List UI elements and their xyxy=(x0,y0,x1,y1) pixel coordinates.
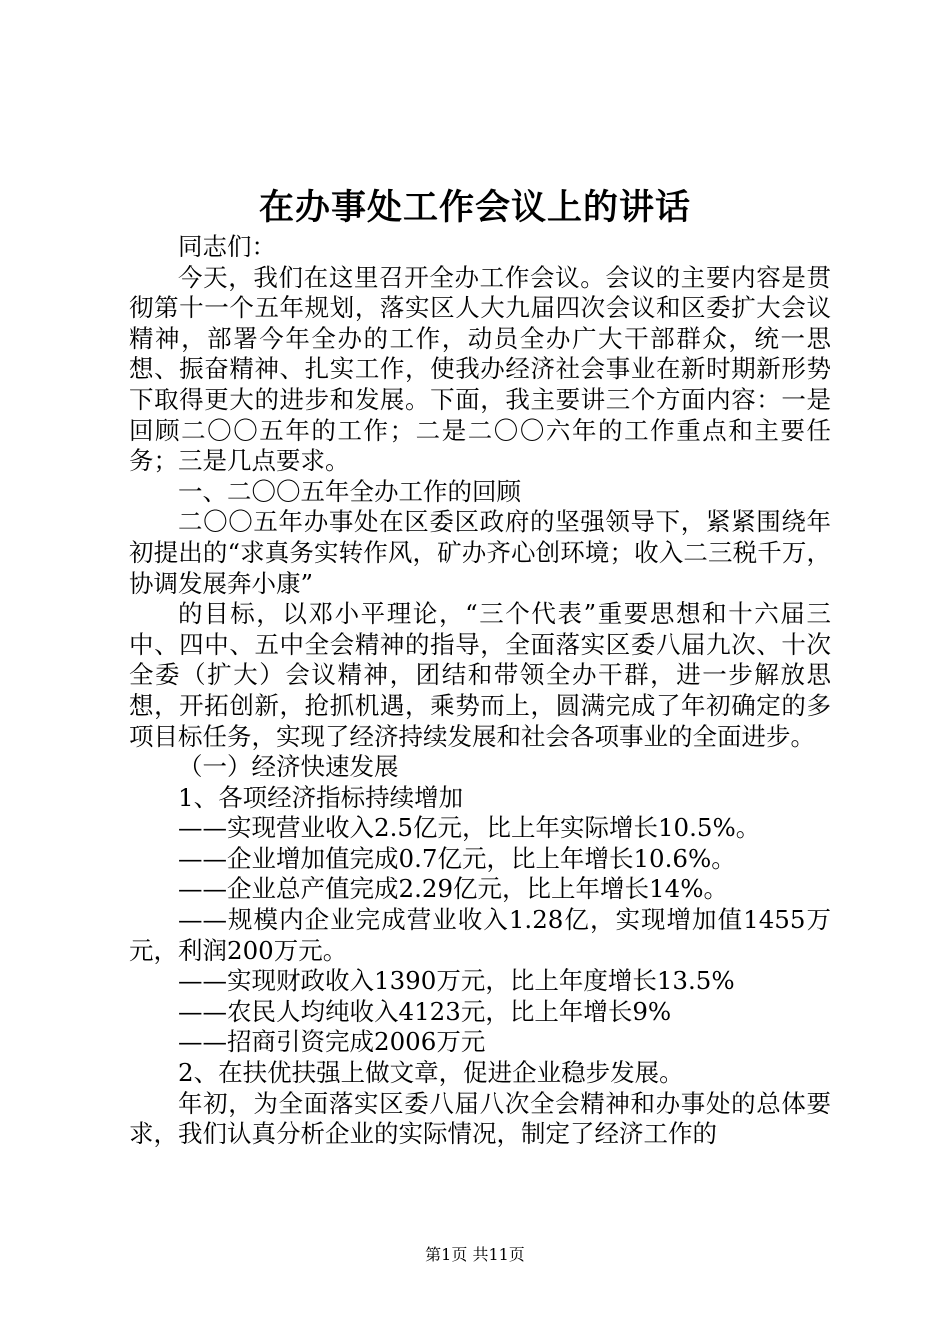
subsection-heading: （一）经济快速发展 xyxy=(178,752,399,782)
document-body xyxy=(129,232,831,1150)
paragraph: 年初，为全面落实区委八届八次全会精神和办事处的总体要求，我们认真分析企业的实际情况，制定了经济工作的 xyxy=(129,1088,831,1149)
paragraph: 二〇〇五年办事处在区委区政府的坚强领导下，紧紧围绕年初提出的“求真务实转作风，矿办齐心创环境；收入二三税千万，协调发展奔小康” xyxy=(129,507,831,598)
list-item: ——实现营业收入2.5亿元，比上年实际增长10.5%。 xyxy=(178,813,761,843)
page-number-footer: 第1页 共11页 xyxy=(425,1245,525,1264)
paragraph-salutation: 同志们： xyxy=(178,232,276,261)
list-item: ——企业增加值完成0.7亿元，比上年增长10.6%。 xyxy=(178,843,736,873)
paragraph: 的目标，以邓小平理论，“三个代表”重要思想和十六届三中、四中、五中全会精神的指导，全面落实区委八届九次、十次全委（扩大）会议精神，团结和带领全办干群，进一步解放思想，开拓创新，抢抓机遇，乘势而上，圆满完成了年初确定的多项目标任务，实现了经济持续发展和社会各项事业的全面进步。 xyxy=(129,599,831,751)
list-item: ——企业总产值完成2.29亿元，比上年增长14%。 xyxy=(178,874,729,904)
item-heading: 1、各项经济指标持续增加 xyxy=(178,782,464,812)
paragraph-intro: 今天，我们在这里召开全办工作会议。会议的主要内容是贯彻第十一个五年规划，落实区人大九届四次会议和区委扩大会议精神，部署今年全办的工作，动员全办广大干部群众，统一思想、振奋精神、扎实工作，使我办经济社会事业在新时期新形势下取得更大的进步和发展。下面，我主要讲三个方面内容：一是回顾二〇〇五年的工作；二是二〇〇六年的工作重点和主要任务；三是几点要求。 xyxy=(129,262,831,476)
document-title: 在办事处工作会议上的讲话 xyxy=(258,187,691,228)
item-heading: 2、在扶优扶强上做文章，促进企业稳步发展。 xyxy=(178,1058,684,1088)
section-heading-1: 一、二〇〇五年全办工作的回顾 xyxy=(178,476,521,506)
list-item: ——农民人均纯收入4123元，比上年增长9% xyxy=(178,996,672,1026)
list-item: ——规模内企业完成营业收入1.28亿，实现增加值1455万元，利润200万元。 xyxy=(129,905,831,965)
list-item: ——实现财政收入1390万元，比上年度增长13.5% xyxy=(178,966,735,996)
list-item: ——招商引资完成2006万元 xyxy=(178,1027,486,1057)
